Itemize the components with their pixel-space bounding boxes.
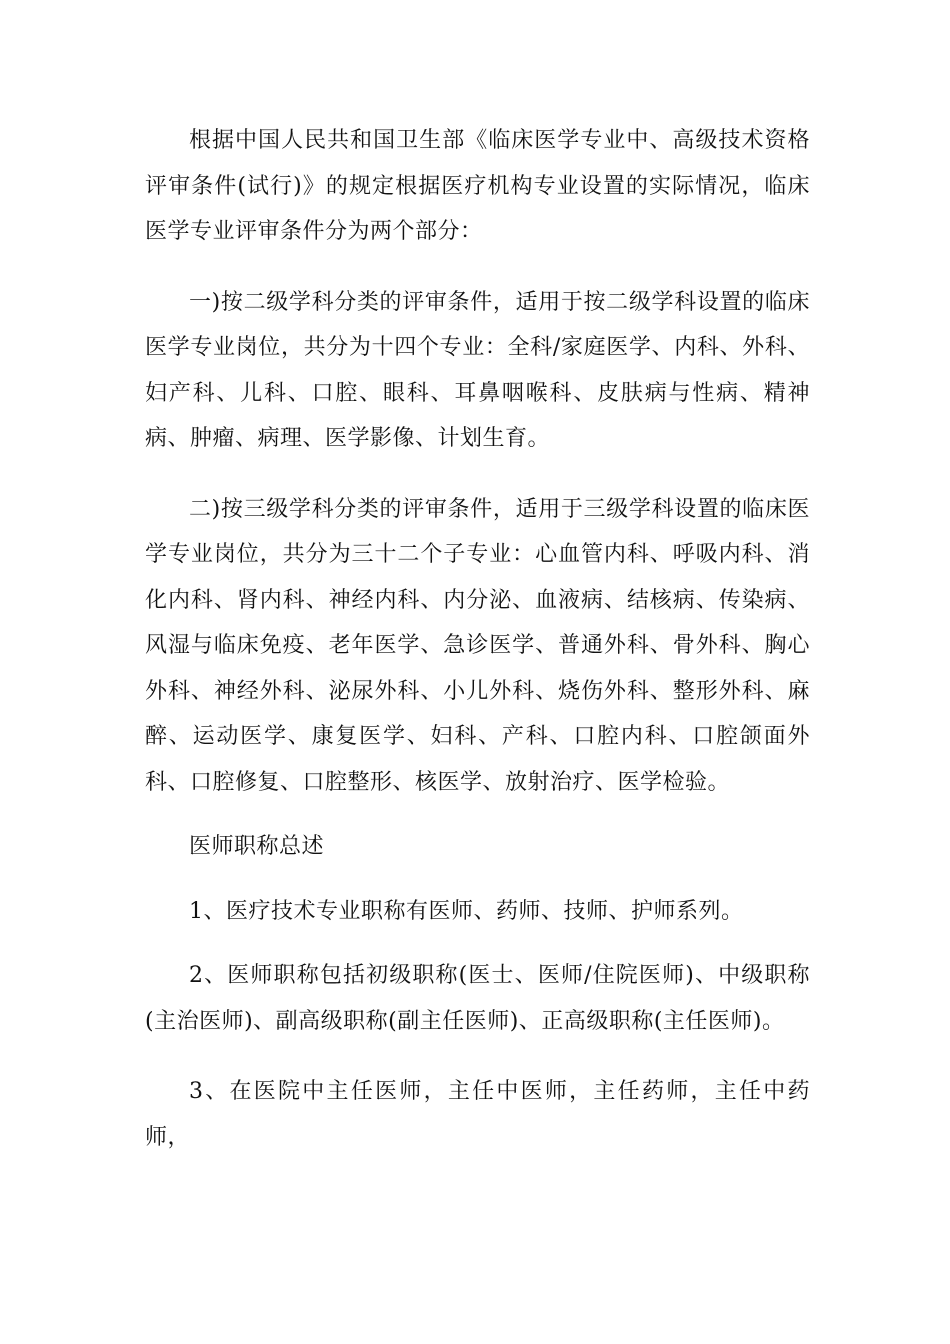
paragraph-second-level-disciplines: 一)按二级学科分类的评审条件，适用于按二级学科设置的临床医学专业岗位，共分为十四个专业：全科/家庭医学、内科、外科、妇产科、儿科、口腔、眼科、耳鼻咽喉科、皮肤病与性病、精神病、肿瘤、病理、医学影像、计划生育。 xyxy=(145,289,810,451)
paragraph-third-level-disciplines: 二)按三级学科分类的评审条件，适用于三级学科设置的临床医学专业岗位，共分为三十二个子专业：心血管内科、呼吸内科、消化内科、肾内科、神经内科、内分泌、血液病、结核病、传染病、风湿与临床免疫、老年医学、急诊医学、普通外科、骨外科、胸心外科、神经外科、泌尿外科、小儿外科、烧伤外科、整形外科、麻醉、运动医学、康复医学、妇科、产科、口腔内科、口腔颌面外科、口腔修复、口腔整形、核医学、放射治疗、医学检验。 xyxy=(145,496,810,795)
paragraph-item-1: 1、医疗技术专业职称有医师、药师、技师、护师系列。 xyxy=(189,898,744,924)
paragraph-evaluation-conditions: 根据中国人民共和国卫生部《临床医学专业中、高级技术资格评审条件(试行)》的规定根据医疗机构专业设置的实际情况，临床医学专业评审条件分为两个部分： xyxy=(145,128,810,244)
document-page xyxy=(145,118,810,1160)
section-heading-physician-titles: 医师职称总述 xyxy=(189,834,325,859)
paragraph-item-3: 3、在医院中主任医师，主任中医师，主任药师，主任中药师， xyxy=(145,1079,810,1150)
paragraph-item-2: 2、医师职称包括初级职称(医士、医师/住院医师)、中级职称(主治医师)、副高级职称(副主任医师)、正高级职称(主任医师)。 xyxy=(145,963,810,1034)
